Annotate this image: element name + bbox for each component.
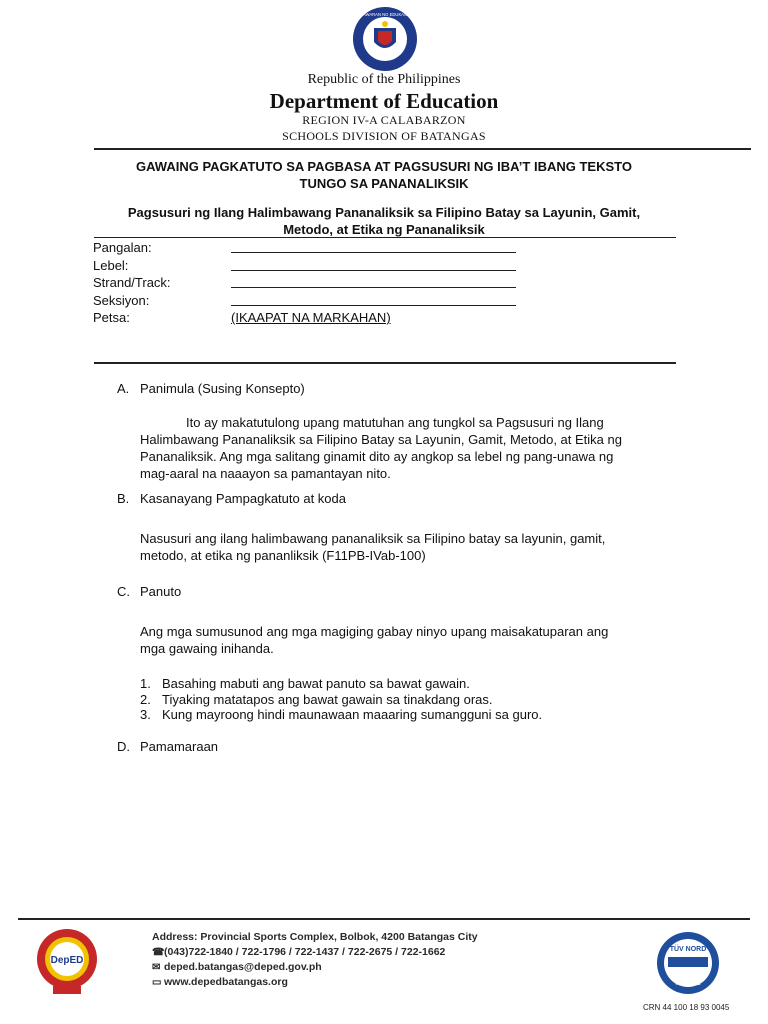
section-a-line-3: Pananaliksik. Ang mga salitang ginamit dito ay angkop sa lebel ng pang-unawa ng bbox=[140, 449, 614, 464]
subtitle-line-2: Metodo, at Etika ng Pananaliksik bbox=[283, 222, 485, 237]
svg-text:DepED: DepED bbox=[50, 955, 84, 966]
tuv-nord-iso-logo bbox=[656, 931, 720, 995]
list-item-number: 2. bbox=[140, 691, 151, 707]
section-a-line-1: Ito ay makatutulong upang matutuhan ang tungkol sa Pagsusuri ng Ilang bbox=[186, 415, 604, 430]
quarter-label: (IKAAPAT NA MARKAHAN) bbox=[231, 310, 391, 325]
strand-label: Strand/Track: bbox=[93, 275, 171, 290]
region-heading: REGION IV-A CALABARZON bbox=[302, 113, 466, 127]
section-d-letter: D. bbox=[117, 739, 130, 754]
footer-contact bbox=[152, 930, 478, 990]
section-b-line-2: metodo, at etika ng pananliksik (F11PB-IVab-100) bbox=[140, 548, 426, 563]
list-item-text: Tiyaking matatapos ang bawat gawain sa tinakdang oras. bbox=[162, 691, 493, 707]
deped-seal-logo bbox=[352, 6, 418, 72]
footer-phone-row bbox=[152, 945, 478, 960]
section-c-line-2: mga gawaing inihanda. bbox=[140, 641, 274, 656]
section-field[interactable] bbox=[231, 305, 516, 306]
footer-website[interactable]: www.depedbatangas.org bbox=[164, 976, 288, 988]
title-line-1: GAWAING PAGKATUTO SA PAGBASA AT PAGSUSURI NG IBA’T IBANG TEKSTO bbox=[136, 159, 632, 174]
list-item-number: 1. bbox=[140, 676, 151, 691]
level-label: Lebel: bbox=[93, 258, 129, 273]
svg-text:TÜV NORD: TÜV NORD bbox=[669, 946, 707, 953]
mail-icon: ✉ bbox=[152, 962, 161, 973]
footer-web-row bbox=[152, 975, 478, 990]
list-item-text: Kung mayroong hindi maunawaan maaaring sumangguni sa guro. bbox=[162, 707, 543, 722]
list-item bbox=[140, 676, 680, 692]
division-heading: SCHOOLS DIVISION OF BATANGAS bbox=[282, 129, 486, 143]
section-b-letter: B. bbox=[117, 491, 130, 506]
level-field[interactable] bbox=[231, 270, 516, 271]
section-b-title: Kasanayang Pampagkatuto at koda bbox=[140, 491, 346, 506]
instruction-list bbox=[140, 676, 680, 723]
footer-email[interactable]: deped.batangas@deped.gov.ph bbox=[164, 961, 322, 973]
section-b-paragraph bbox=[140, 530, 680, 564]
date-label: Petsa: bbox=[93, 310, 130, 325]
crn-number: CRN 44 100 18 93 0045 bbox=[643, 1003, 730, 1012]
document-subtitle bbox=[0, 204, 768, 238]
footer-phone: (043)722-1840 / 722-1796 / 722-1437 / 722-2675 / 722-1662 bbox=[164, 946, 446, 958]
footer-email-row bbox=[152, 960, 478, 975]
section-c-title: Panuto bbox=[140, 584, 182, 599]
deped-batangas-logo bbox=[36, 926, 98, 996]
section-c-paragraph bbox=[140, 623, 680, 657]
phone-icon: ☎ bbox=[152, 947, 165, 958]
section-label: Seksiyon: bbox=[93, 293, 150, 308]
document-title bbox=[0, 158, 768, 192]
footer-address: Address: Provincial Sports Complex, Bolbok, 4200 Batangas City bbox=[152, 931, 478, 943]
svg-text:KAGAWARAN NG EDUKASYON: KAGAWARAN NG EDUKASYON bbox=[354, 12, 416, 17]
section-d-title: Pamamaraan bbox=[140, 739, 219, 754]
header-divider bbox=[94, 148, 751, 150]
department-heading: Department of Education bbox=[269, 89, 499, 113]
list-item bbox=[140, 692, 680, 708]
section-a-title: Panimula (Susing Konsepto) bbox=[140, 381, 305, 396]
strand-field[interactable] bbox=[231, 287, 516, 288]
section-a-line-2: Halimbawang Pananaliksik sa Filipino Batay sa Layunin, Gamit, Metodo, at Etika ng bbox=[140, 432, 622, 447]
computer-icon: ▭ bbox=[152, 977, 162, 988]
footer-divider bbox=[18, 918, 750, 920]
list-item bbox=[140, 707, 680, 723]
svg-text:ISO 9001: ISO 9001 bbox=[675, 981, 701, 987]
title-line-2: TUNGO SA PANANALIKSIK bbox=[299, 176, 469, 191]
section-b-line-1: Nasusuri ang ilang halimbawang pananaliksik sa Filipino batay sa layunin, gamit, bbox=[140, 531, 606, 546]
section-a-line-4: mag-aaral na naaayon sa pamantayan nito. bbox=[140, 466, 391, 481]
subtitle-line-1: Pagsusuri ng Ilang Halimbawang Pananaliksik sa Filipino Batay sa Layunin, Gamit, bbox=[127, 205, 641, 220]
republic-heading: Republic of the Philippines bbox=[307, 72, 461, 87]
form-divider bbox=[94, 362, 676, 364]
list-item-text: Basahing mabuti ang bawat panuto sa bawat gawain. bbox=[162, 676, 470, 691]
name-field[interactable] bbox=[231, 252, 516, 253]
section-a-paragraph bbox=[140, 414, 680, 482]
list-item-number: 3. bbox=[140, 707, 151, 722]
name-label: Pangalan: bbox=[93, 240, 152, 255]
section-c-letter: C. bbox=[117, 584, 130, 599]
subtitle-divider bbox=[94, 237, 676, 238]
section-c-line-1: Ang mga sumusunod ang mga magiging gabay ninyo upang maisakatuparan ang bbox=[140, 624, 609, 639]
section-a-letter: A. bbox=[117, 381, 130, 396]
